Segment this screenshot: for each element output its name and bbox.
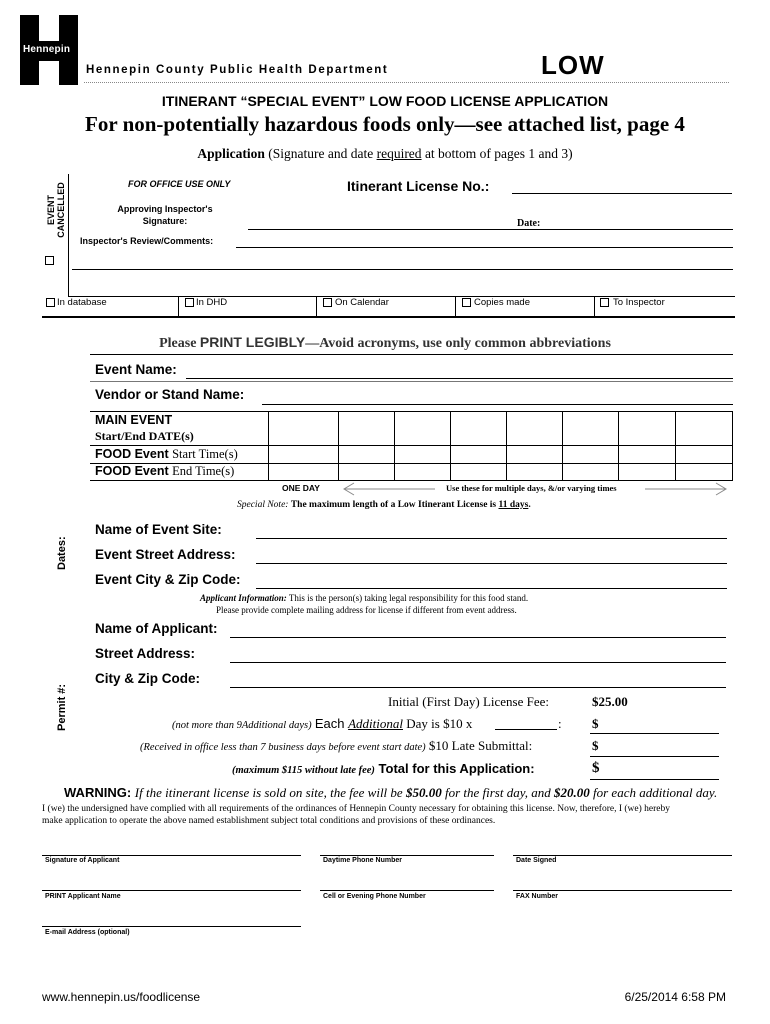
declaration-line2: make application to operate the above named establishment subject total conditions and provisions of these ordinances. [42,816,496,826]
initial-fee-label: Initial (First Day) License Fee: [388,694,550,709]
license-no-label: Itinerant License No.: [347,178,490,194]
warning-text-pre: If the itinerant license is sold on site, the fee will be [134,785,406,800]
end-times-label: End Time(s) [172,464,235,478]
additional-amount: $ [592,716,599,731]
food-start-times-label [95,447,238,462]
in-database-checkbox[interactable] [46,298,55,307]
warning-fee1: $50.00 [405,785,442,800]
cell-phone-label: Cell or Evening Phone Number [323,893,426,900]
logo-text: Hennepin [23,44,71,55]
applicant-city-label: City & Zip Code: [95,671,200,686]
late-note: (Received in office less than 7 business days before event start date) [140,742,426,753]
special-note-period: . [528,500,531,510]
copies-made-checkbox[interactable] [462,298,471,307]
date-cell-day-6[interactable] [563,412,618,480]
additional-label-em: Additional [348,716,403,731]
declaration-line1: I (we) the undersigned have complied with all requirements of the ordinances of Hennepin County necessary for obtaining this license. Now, therefore, I (we) hereby [42,804,671,814]
risk-level: LOW [541,50,605,80]
applicant-street-label: Street Address: [95,646,196,661]
date-cell-day-3[interactable] [395,412,450,480]
warning-text-post: for each additional day. [589,785,718,800]
inspector-signature-field[interactable] [248,229,733,230]
special-note [237,500,531,510]
applicant-info-text2: Please provide complete mailing address for license if different from event address. [216,604,517,615]
date-cell-day-7[interactable] [619,412,675,480]
review-comments-field-1[interactable] [236,247,733,248]
fax-field[interactable] [513,890,732,891]
event-cancelled-checkbox[interactable] [45,256,54,265]
additional-days-count-field[interactable] [495,729,557,730]
header-rule [84,82,729,83]
cell-phone-field[interactable] [320,890,494,891]
event-street-label: Event Street Address: [95,547,236,562]
food-end-times-label [95,464,234,479]
vendor-name-label: Vendor or Stand Name: [95,387,245,402]
start-times-label: Start Time(s) [172,447,238,461]
applicant-name-label: Name of Applicant: [95,621,218,636]
date-cell-day-5[interactable] [507,412,562,480]
event-name-label: Event Name: [95,362,177,377]
form-title: ITINERANT “SPECIAL EVENT” LOW FOOD LICENSE APPLICATION [161,93,609,109]
event-street-field[interactable] [256,563,727,564]
event-cancelled-label [46,176,66,244]
total-amount: $ [592,760,600,776]
print-legibly-rule [90,354,733,355]
print-legibly-note [0,334,770,352]
print-legibly-post: —Avoid acronyms, use only common abbreviations [305,336,611,351]
main-event-label: MAIN EVENT [95,413,173,427]
print-legibly-em: PRINT LEGIBLY [199,334,306,350]
warning-label: WARNING: [64,785,132,800]
multiple-days-note: Use these for multiple days, &/or varying times [446,483,617,493]
special-note-label: Special Note: [237,500,289,510]
event-site-name-field[interactable] [256,538,727,539]
food-event-label-1: FOOD Event [95,447,169,461]
special-note-days: 11 days [498,500,529,510]
additional-note: (not more than 9Additional days) [172,720,312,731]
applicant-info-text: This is the person(s) taking legal responsibility for this food stand. [288,593,529,603]
applicant-street-field[interactable] [230,662,726,663]
dates-vertical-label: Dates: [56,536,68,570]
signature-applicant-label: Signature of Applicant [45,857,120,864]
max-note: (maximum $115 without late fee) [232,765,375,776]
application-line [0,146,770,162]
date-cell-day-8[interactable] [676,412,732,480]
initial-fee-amount: $25.00 [592,694,628,709]
late-amount-field[interactable] [590,756,719,757]
late-label: $10 Late Submittal: [428,738,533,753]
additional-label-post: Day is $10 x [403,716,473,731]
date-cell-day-4[interactable] [451,412,506,480]
start-end-dates-label: Start/End DATE(s) [95,429,194,443]
email-label: E-mail Address (optional) [45,929,130,936]
applicant-name-field[interactable] [230,637,726,638]
inspector-sig-line2: Signature: [142,216,188,226]
late-amount: $ [592,738,599,753]
review-comments-label: Inspector's Review/Comments: [80,236,214,246]
on-calendar-checkbox[interactable] [323,298,332,307]
declaration-text [42,803,732,827]
vendor-name-field[interactable] [262,404,733,405]
form-subtitle: For non-potentially hazardous foods only—see attached list, page 4 [85,112,685,136]
to-inspector-checkbox[interactable] [600,298,609,307]
additional-colon: : [558,716,562,731]
warning-fee2: $20.00 [554,785,590,800]
date-signed-field[interactable] [513,855,732,856]
in-database-label: In database [57,297,107,308]
license-no-field[interactable] [512,193,732,194]
email-field[interactable] [42,926,301,927]
application-note-required: required [376,146,422,161]
application-note-pre: (Signature and date [268,146,377,161]
special-note-text: The maximum length of a Low Itinerant License is [290,500,499,510]
event-cancelled-text: EVENT CANCELLED [46,182,66,238]
daytime-phone-label: Daytime Phone Number [323,857,402,864]
date-cell-day-2[interactable] [339,412,394,480]
event-city-field[interactable] [256,588,727,589]
date-signed-label: Date Signed [516,857,557,864]
total-amount-field[interactable] [590,779,719,780]
late-fee-line [140,738,532,754]
warning-text-mid: for the first day, and [441,785,555,800]
fax-label: FAX Number [516,893,559,900]
signature-applicant-field[interactable] [42,855,301,856]
one-day-label: ONE DAY [282,483,320,493]
inspector-signature-label [80,203,250,227]
date-cell-one-day[interactable] [269,412,338,480]
inspector-date-label: Date: [517,218,541,229]
department-name: Hennepin County Public Health Department [86,64,389,76]
permit-vertical-label: Permit #: [56,683,68,731]
print-legibly-pre: Please [159,336,200,351]
footer-url: www.hennepin.us/foodlicense [42,990,201,1004]
print-name-field[interactable] [42,890,301,891]
food-event-label-2: FOOD Event [95,464,169,478]
applicant-info-label: Applicant Information: [200,593,287,603]
total-label: Total for this Application: [378,761,535,776]
daytime-phone-field[interactable] [320,855,494,856]
to-inspector-label: To Inspector [613,297,665,308]
applicant-info-note [200,593,528,616]
in-dhd-label: In DHD [196,297,228,308]
additional-amount-field[interactable] [590,733,719,734]
application-note-post: at bottom of pages 1 and 3) [421,146,573,161]
in-dhd-checkbox[interactable] [185,298,194,307]
hennepin-logo [20,15,78,85]
applicant-city-field[interactable] [230,687,726,688]
print-name-label: PRINT Applicant Name [45,893,121,900]
additional-day-line [172,716,472,732]
office-use-only: FOR OFFICE USE ONLY [128,179,231,189]
event-site-name-label: Name of Event Site: [95,522,222,537]
footer-timestamp: 6/25/2014 6:58 PM [624,990,726,1004]
total-line [232,761,535,776]
inspector-sig-line1: Approving Inspector's [117,204,213,214]
event-name-field[interactable] [186,378,733,379]
additional-label-pre: Each [314,716,349,731]
event-city-label: Event City & Zip Code: [95,572,241,587]
warning-line [64,785,717,801]
on-calendar-label: On Calendar [335,297,389,308]
review-comments-field-2[interactable] [72,269,733,270]
copies-made-label: Copies made [474,297,530,308]
application-label: Application [197,146,265,161]
